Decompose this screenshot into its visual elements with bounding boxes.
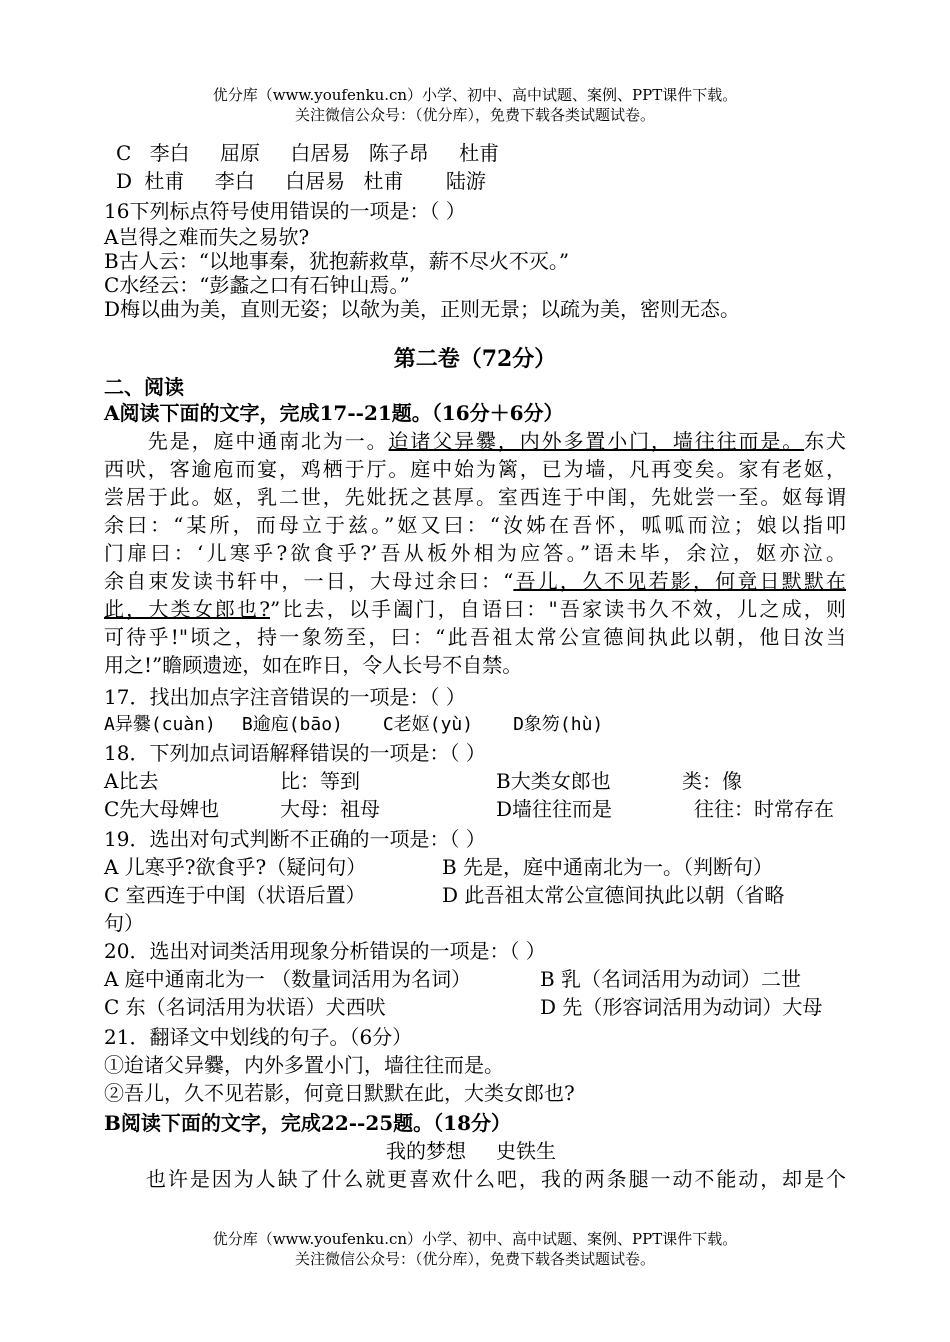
q17-option-b: B逾庖(bāo)	[241, 714, 343, 735]
poet-name: 李白	[214, 169, 255, 193]
passage-line-4: 余曰：“某所，而母立于兹。”妪又曰：“汝姊在吾怀，呱呱而泣；娘以指叩	[104, 513, 846, 537]
section-heading: 二、阅读	[104, 375, 184, 399]
header-line-2: 关注微信公众号：（优分库），免费下载各类试题试卷。	[294, 106, 655, 124]
q18-option-d: D墙往往而是	[496, 797, 613, 821]
poet-name: 屈原	[220, 141, 261, 165]
q18-option-c: C先大母婢也	[104, 797, 220, 821]
footer-line-1: 优分库（www.youfenku.cn）小学、初中、高中试题、案例、PPT课件下载。	[212, 1230, 738, 1248]
underlined-sentence-1: 迨诸父异爨，内外多置小门，墙往往而是。	[388, 429, 805, 453]
q15-option-c	[116, 140, 499, 166]
poet-name: 陆游	[445, 169, 486, 193]
q18-option-b: B大类女郎也	[496, 769, 611, 793]
footer-line-2: 关注微信公众号：（优分库），免费下载各类试题试卷。	[294, 1250, 655, 1268]
part-two-title: 第二卷（72分）	[393, 346, 557, 372]
q21-sentence-2: ②吾儿，久不见若影，何竟日默默在此，大类女郎也?	[104, 1081, 575, 1105]
option-label: C	[116, 141, 132, 165]
q21-sentence-1: ①迨诸父异爨，内外多置小门，墙往往而是。	[104, 1053, 504, 1077]
q19-option-a: A 儿寒乎?欲食乎?（疑问句）	[104, 855, 367, 879]
poet-name: 白居易	[285, 169, 346, 193]
q16-option-d: D梅以曲为美，直则无姿；以欹为美，正则无景；以疏为美，密则无态。	[104, 297, 741, 321]
q18-option-a: A比去	[104, 769, 159, 793]
q19-stem: 19．选出对句式判断不正确的一项是：（ ）	[104, 827, 486, 851]
essay-first-line: 也许是因为人缺了什么就更喜欢什么吧，我的两条腿一动不能动，却是个	[146, 1167, 846, 1191]
q20-option-a: A 庭中通南北为一 （数量词活用为名词）	[104, 967, 472, 991]
part-b-heading: B阅读下面的文字，完成22--25题。（18分）	[104, 1111, 512, 1135]
poet-name: 杜甫	[363, 169, 404, 193]
passage-line-9: 用之!”瞻顾遗迹，如在昨日，令人长号不自禁。	[104, 653, 523, 677]
q20-option-b: B 乳（名词活用为动词）二世	[540, 967, 802, 991]
q18-stem: 18．下列加点词语解释错误的一项是：（ ）	[104, 741, 486, 765]
passage-line-6: 余自束发读书轩中，一日，大母过余曰：“吾儿，久不见若影，何竟日默默在	[104, 569, 846, 593]
essay-title: 我的梦想	[386, 1139, 466, 1163]
q19-option-c: C 室西连于中闺（状语后置）	[104, 883, 366, 907]
q20-option-c: C 东（名词活用为状语）犬西吠	[104, 995, 386, 1019]
q18-option-b-explanation: 类：像	[682, 769, 742, 793]
underlined-sentence-2: 吾儿，久不见若影，何竟日默默在	[513, 569, 846, 593]
passage-line-1: 先是，庭中通南北为一。迨诸父异爨，内外多置小门，墙往往而是。东犬	[146, 429, 846, 453]
q17-option-a: A异爨(cuàn)	[104, 714, 216, 735]
q17-option-c: C老妪(yù)	[382, 714, 474, 735]
q17-stem: 17．找出加点字注音错误的一项是：（ ）	[104, 685, 466, 709]
part-a-heading: A阅读下面的文字，完成17--21题。（16分＋6分）	[104, 401, 564, 425]
underlined-sentence-2-cont: 此，大类女郎也?	[104, 597, 270, 621]
poet-name: 杜甫	[459, 141, 500, 165]
passage-line-3: 尝居于此。妪，乳二世，先妣抚之甚厚。室西连于中闺，先妣尝一至。妪每谓	[104, 485, 846, 509]
passage-line-2: 西吠，客逾庖而宴，鸡栖于厅。庭中始为篱，已为墙，凡再变矣。家有老妪，	[104, 457, 846, 481]
q19-option-b: B 先是，庭中通南北为一。（判断句）	[442, 855, 774, 879]
q17-option-d: D象笏(hù)	[513, 714, 604, 735]
poet-name: 李白	[149, 141, 190, 165]
essay-author: 史铁生	[496, 1139, 556, 1163]
option-label: D	[116, 169, 133, 193]
header-line-1: 优分库（www.youfenku.cn）小学、初中、高中试题、案例、PPT课件下载。	[212, 86, 738, 104]
q16-option-c: C水经云：“彭蠡之口有石钟山焉。”	[104, 273, 410, 297]
q20-option-d: D 先（形容词活用为动词）大母	[540, 995, 823, 1019]
q15-option-d	[116, 168, 486, 194]
poet-name: 陈子昂	[368, 141, 429, 165]
q19-option-d: D 此吾祖太常公宣德间执此以朝（省略	[442, 883, 785, 907]
q18-option-d-explanation: 往往：时常存在	[694, 797, 834, 821]
passage-line-8: 可待乎!"顷之，持一象笏至，曰：“此吾祖太常公宣德间执此以朝，他日汝当	[104, 625, 846, 649]
q16-option-a: A岂得之难而失之易欤?	[104, 225, 310, 249]
q21-stem: 21．翻译文中划线的句子。（6分）	[104, 1025, 413, 1049]
poet-name: 白居易	[290, 141, 351, 165]
passage-line-5: 门扉曰：‘儿寒乎?欲食乎?’吾从板外相为应答。”语未毕，余泣，妪亦泣。	[104, 541, 846, 565]
q18-option-c-explanation: 大母：祖母	[280, 797, 380, 821]
q19-option-d-cont: 句）	[104, 911, 144, 935]
poet-name: 杜甫	[144, 169, 185, 193]
passage-line-7: 此，大类女郎也?”比去，以手阖门，自语曰："吾家读书久不效，儿之成，则	[104, 597, 846, 621]
q16-stem: 16下列标点符号使用错误的一项是：（ ）	[104, 199, 466, 223]
q17-options	[104, 712, 603, 738]
q20-stem: 20．选出对词类活用现象分析错误的一项是：（ ）	[104, 939, 546, 963]
q18-option-a-explanation: 比：等到	[280, 769, 360, 793]
essay-title-line	[386, 1138, 556, 1164]
q16-option-b: B古人云：“以地事秦，犹抱薪救草，薪不尽火不灭。”	[104, 249, 570, 273]
